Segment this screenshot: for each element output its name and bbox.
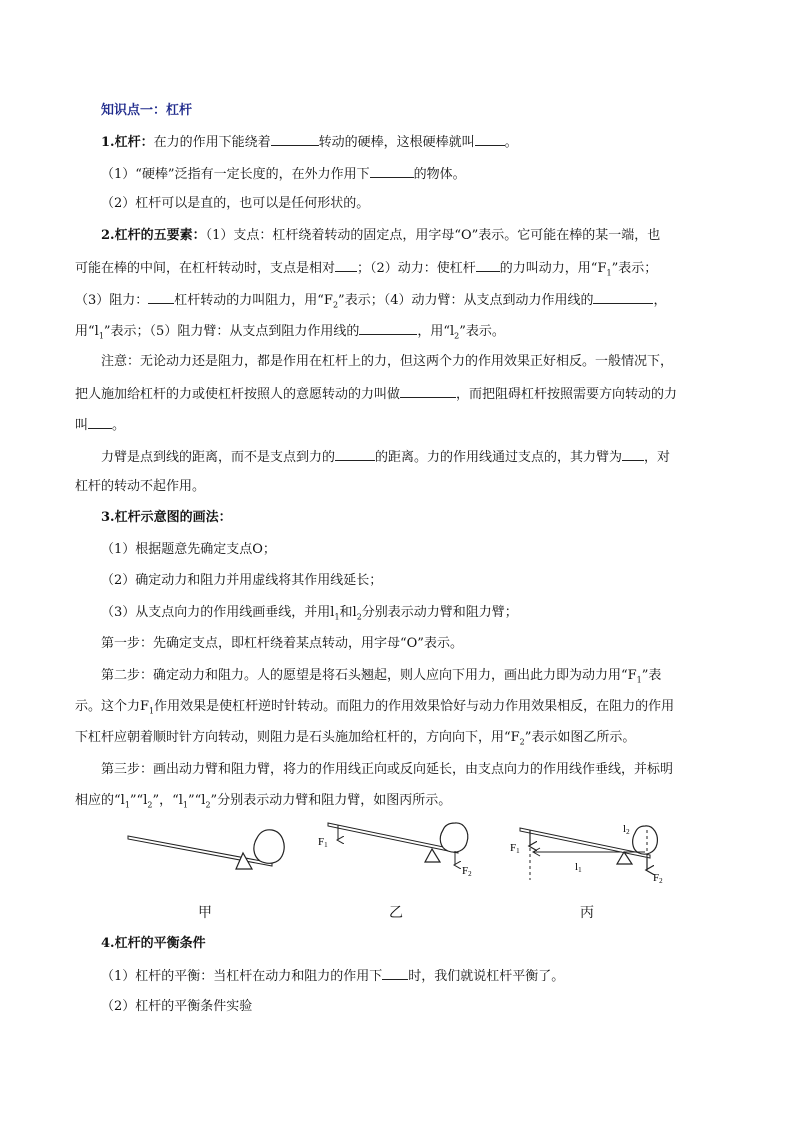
fill-blank[interactable] <box>370 163 414 178</box>
note-line <box>75 414 125 436</box>
paragraph-arm <box>101 446 670 468</box>
text: 转动的硬棒，这根硬棒就叫 <box>318 135 475 150</box>
subscript: 1 <box>606 268 612 278</box>
paragraph-shape: （2）杠杆可以是直的，也可以是任何形状的。 <box>101 196 370 211</box>
label-l1: l1 <box>575 861 582 874</box>
fill-blank[interactable] <box>475 131 505 146</box>
text: 和l <box>339 605 357 620</box>
text: 作用效果是使杠杆逆时针转动。而阻力的作用效果恰好与动力作用效果相反，在阻力的作用 <box>154 699 675 714</box>
text: 可能在棒的中间，在杠杆转动时，支点是相对 <box>75 261 336 276</box>
fill-blank[interactable] <box>335 257 357 272</box>
text: （1）“硬棒”泛指有一定长度的，在外力作用下 <box>101 167 370 182</box>
text: ；（2）动力：使杠杆 <box>357 261 476 276</box>
figure-yi <box>318 823 472 878</box>
text: 用“l <box>75 324 99 339</box>
text: ”，“l <box>152 793 183 808</box>
paragraph-line <box>75 257 657 284</box>
subscript: 2 <box>205 800 211 810</box>
fill-blank[interactable] <box>88 414 112 429</box>
text: 相应的“l <box>75 793 125 808</box>
text: ， <box>653 293 667 308</box>
text: ”分别表示动力臂和阻力臂，如图丙所示。 <box>210 793 452 808</box>
step-item: （1）根据题意先确定支点O； <box>101 542 276 557</box>
subscript: 2 <box>519 737 525 747</box>
paragraph-balance <box>101 965 564 987</box>
term-label: 1.杠杆： <box>101 135 154 150</box>
lever-bar <box>328 823 458 853</box>
step-paragraph <box>101 666 661 691</box>
rock <box>254 830 284 863</box>
step-item <box>101 603 518 628</box>
subscript: 1 <box>149 706 155 716</box>
rock <box>440 823 468 852</box>
section-title-balance: 4.杠杆的平衡条件 <box>101 936 206 951</box>
paragraph-experiment: （2）杠杆的平衡条件实验 <box>101 999 253 1014</box>
text: 。 <box>112 418 126 433</box>
text: 下杠杆应朝着顺时针方向转动，则阻力是石头施加给杠杆的，方向向下，用“F <box>75 730 520 745</box>
caption-yi: 乙 <box>389 905 403 921</box>
note-paragraph: 注意：无论动力还是阻力，都是作用在杠杆上的力，但这两个力的作用效果正好相反。一般情况下， <box>101 354 674 369</box>
caption-jia: 甲 <box>198 905 212 921</box>
subscript: 2 <box>147 800 153 810</box>
section-title-lever: 知识点一：杠杆 <box>101 103 193 118</box>
subscript: 1 <box>334 612 340 622</box>
subscript: 1 <box>182 800 188 810</box>
step-item: （2）确定动力和阻力并用虚线将其作用线延长； <box>101 573 383 588</box>
text: ，对 <box>644 450 671 465</box>
text: ”表示如图乙所示。 <box>524 730 636 745</box>
figure-jia <box>128 830 284 869</box>
fill-blank[interactable] <box>382 965 408 980</box>
text: 。 <box>504 135 518 150</box>
paragraph-line <box>75 289 666 316</box>
text: ”表示；（4）动力臂：从支点到动力作用线的 <box>338 293 594 308</box>
text: 的物体。 <box>413 167 466 182</box>
step-line <box>75 697 674 722</box>
note-line <box>75 383 677 405</box>
fill-blank[interactable] <box>359 320 417 335</box>
term-label: 2.杠杆的五要素： <box>101 228 206 243</box>
text: ”表示； <box>611 261 658 276</box>
text: （3）从支点向力的作用线画垂线，并用l <box>101 605 335 620</box>
fill-blank[interactable] <box>400 383 456 398</box>
text: 杠杆转动的力叫阻力，用“F <box>174 293 333 308</box>
paragraph-line: 杠杆的转动不起作用。 <box>75 479 206 494</box>
text: ”“l <box>188 793 206 808</box>
label-f2: F2 <box>462 865 472 878</box>
text: （1）杠杆的平衡：当杠杆在动力和阻力的作用下 <box>101 969 383 984</box>
text: 分别表示动力臂和阻力臂； <box>361 605 518 620</box>
step-paragraph: 第三步：画出动力臂和阻力臂，将力的作用线正向或反向延长，由支点向力的作用线作垂线，并标明 <box>101 762 674 777</box>
paragraph-five-elements <box>101 226 660 246</box>
step-line <box>75 791 451 816</box>
label-f1: F1 <box>510 842 520 855</box>
subscript: 2 <box>454 331 460 341</box>
text: 的距离。力的作用线通过支点的，其力臂为 <box>375 450 623 465</box>
text: （3）阻力： <box>75 293 149 308</box>
caption-bing: 丙 <box>580 905 594 921</box>
subscript: 1 <box>98 331 104 341</box>
section-title-diagram: 3.杠杆示意图的画法： <box>101 510 232 525</box>
paragraph-lever-definition <box>101 131 518 153</box>
fill-blank[interactable] <box>335 446 375 461</box>
label-l2: l2 <box>623 823 630 836</box>
label-f2: F2 <box>653 872 663 885</box>
text: 第二步：确定动力和阻力。人的愿望是将石头翘起，则人应向下用力，画出此力即为动力用“F <box>101 668 637 683</box>
text: ”表 <box>641 668 662 683</box>
text: 在力的作用下能绕着 <box>153 135 271 150</box>
fulcrum-triangle <box>425 849 440 862</box>
fill-blank[interactable] <box>476 257 500 272</box>
fill-blank[interactable] <box>593 289 653 304</box>
text: 叫 <box>75 418 89 433</box>
text: ，用“l <box>417 324 455 339</box>
text: ”表示。 <box>459 324 505 339</box>
step-line <box>75 728 635 753</box>
text: ，而把阻碍杠杆按照需要方向转动的力 <box>456 387 678 402</box>
text: 时，我们就说杠杆平衡了。 <box>408 969 565 984</box>
subscript: 2 <box>332 300 339 310</box>
figure-bing <box>510 823 663 885</box>
subscript: 2 <box>356 612 362 622</box>
rock <box>633 826 658 854</box>
text: ”表示；（5）阻力臂：从支点到阻力作用线的 <box>103 324 360 339</box>
text: 力臂是点到线的距离，而不是支点到力的 <box>101 450 336 465</box>
subscript: 1 <box>124 800 130 810</box>
fill-blank[interactable] <box>622 446 644 461</box>
text: 示。这个力F <box>75 699 150 714</box>
label-f1: F1 <box>318 836 328 849</box>
lever-bar <box>128 836 272 866</box>
fill-blank[interactable] <box>148 289 174 304</box>
subscript: 1 <box>636 675 642 685</box>
step-paragraph: 第一步：先确定支点，即杠杆绕着某点转动，用字母“O”表示。 <box>101 636 463 651</box>
paragraph-rigid-bar <box>101 163 466 185</box>
paragraph-line <box>75 320 505 347</box>
text: 的力叫动力，用“F <box>499 261 607 276</box>
text: ”“l <box>129 793 148 808</box>
lever-bar <box>520 828 650 858</box>
text: （1）支点：杠杆绕着转动的固定点，用字母“O”表示。它可能在棒的某一端，也 <box>205 228 661 243</box>
text: 把人施加给杠杆的力或使杠杆按照人的意愿转动的力叫做 <box>75 387 401 402</box>
fill-blank[interactable] <box>271 131 319 146</box>
